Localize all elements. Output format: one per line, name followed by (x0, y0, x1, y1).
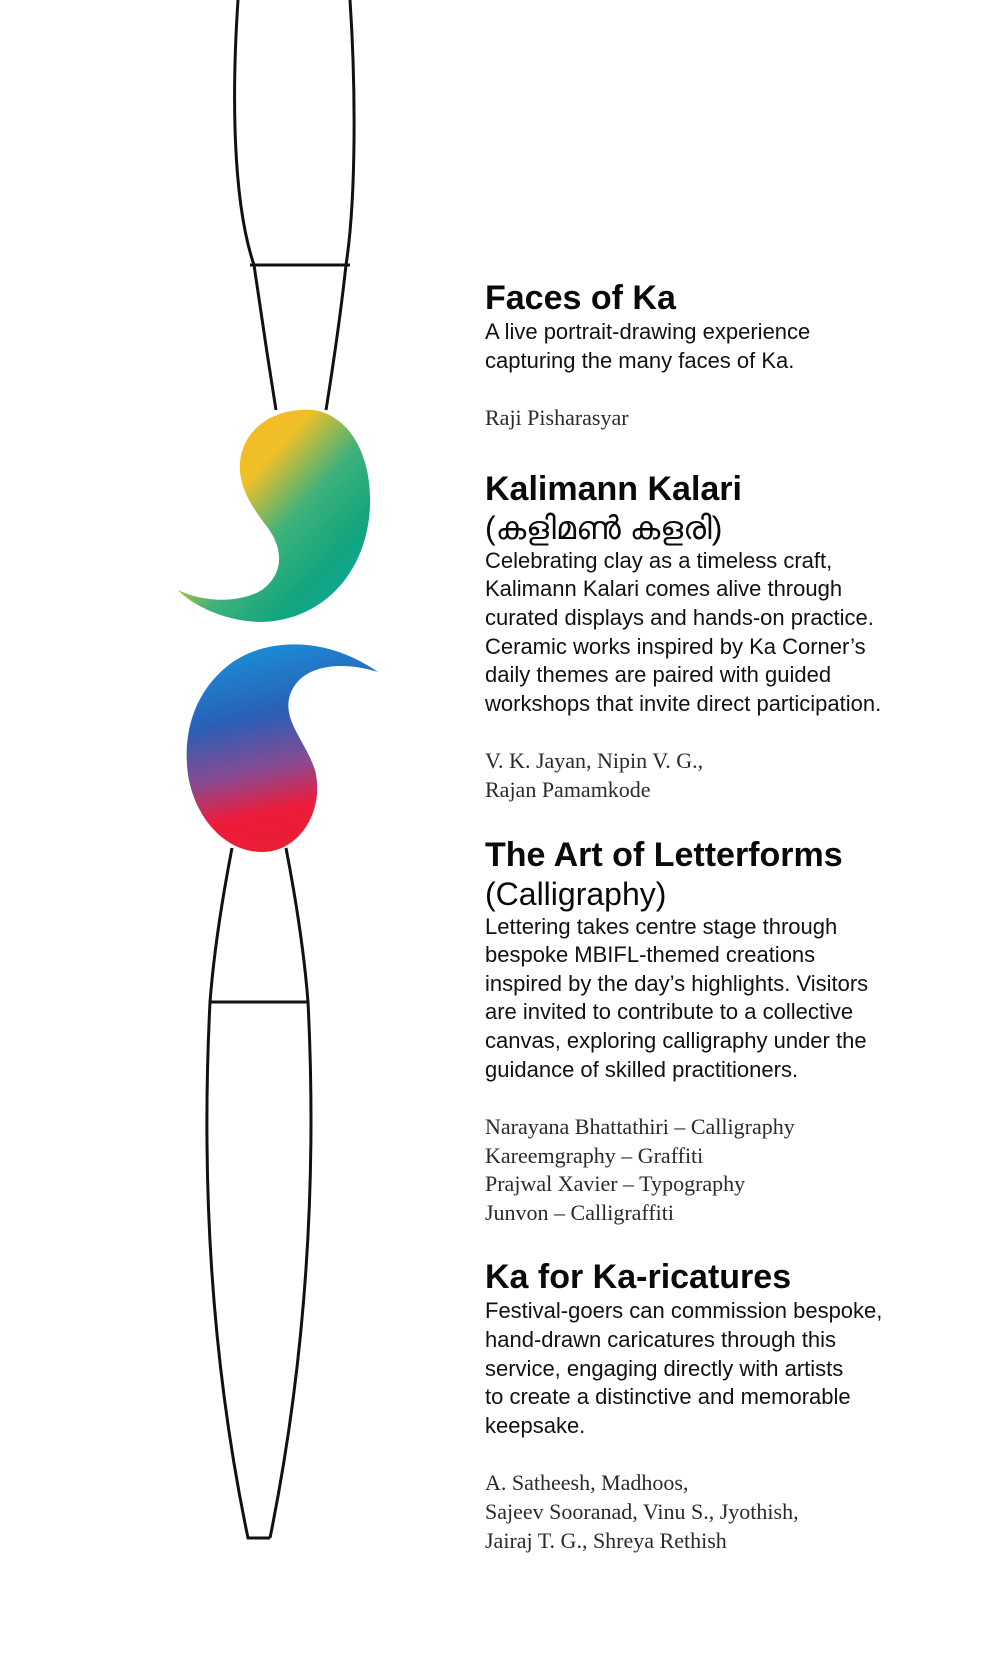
section-faces-of-ka (485, 278, 965, 433)
desc-line: service, engaging directly with artists (485, 1355, 844, 1381)
drop-blue-red-icon (187, 644, 378, 852)
section-credits (485, 404, 965, 433)
program-list (485, 278, 965, 1555)
section-title: Ka for Ka-ricatures (485, 1258, 792, 1297)
section-subtitle: (കളിമൺ കളരി) (485, 509, 723, 546)
desc-line: hand-drawn caricatures through this (485, 1327, 836, 1353)
desc-line: daily themes are paired with guided (485, 662, 832, 688)
desc-line: bespoke MBIFL-themed creations (485, 942, 816, 968)
section-ka-for-karicatures (485, 1257, 965, 1555)
desc-line: to create a distinctive and memorable (485, 1384, 851, 1410)
desc-line: A live portrait-drawing experience (485, 319, 811, 344)
brush-handle-top-icon (235, 0, 355, 410)
section-description (485, 318, 965, 375)
desc-line: Celebrating clay as a timeless craft, (485, 547, 833, 573)
desc-line: workshops that invite direct participation. (485, 690, 882, 716)
credit-line: Kareemgraphy – Graffiti (485, 1142, 704, 1168)
credit-line: Junvon – Calligraffiti (485, 1199, 675, 1225)
desc-line: Festival-goers can commission bespoke, (485, 1298, 883, 1324)
section-description (485, 1297, 965, 1440)
credit-line: Raji Pisharasyar (485, 405, 629, 431)
section-art-of-letterforms (485, 835, 965, 1228)
section-title: Kalimann Kalari (485, 469, 742, 508)
section-title: The Art of Letterforms (485, 835, 843, 874)
desc-line: Lettering takes centre stage through (485, 913, 838, 939)
section-kalimann-kalari (485, 469, 965, 805)
section-credits (485, 1113, 965, 1227)
section-description (485, 547, 965, 719)
desc-line: keepsake. (485, 1412, 586, 1438)
section-credits (485, 747, 965, 804)
section-credits (485, 1469, 965, 1555)
desc-line: capturing the many faces of Ka. (485, 347, 795, 373)
desc-line: Kalimann Kalari comes alive through (485, 576, 843, 602)
desc-line: guidance of skilled practitioners. (485, 1056, 799, 1082)
desc-line: inspired by the day’s highlights. Visitors (485, 970, 869, 996)
desc-line: curated displays and hands-on practice. (485, 604, 874, 630)
credit-line: Rajan Pamamkode (485, 776, 651, 802)
credit-line: Prajwal Xavier – Typography (485, 1171, 746, 1197)
brush-handle-bottom-icon (207, 848, 311, 1538)
credit-line: Sajeev Sooranad, Vinu S., Jyothish, (485, 1499, 799, 1525)
desc-line: Ceramic works inspired by Ka Corner’s (485, 633, 866, 659)
drop-yellow-green-icon (178, 410, 370, 622)
section-title: Faces of Ka (485, 279, 676, 317)
section-description (485, 913, 965, 1085)
desc-line: canvas, exploring calligraphy under the (485, 1027, 867, 1053)
brush-illustration (0, 0, 420, 1674)
section-subtitle: (Calligraphy) (485, 875, 667, 912)
desc-line: are invited to contribute to a collective (485, 999, 854, 1025)
credit-line: V. K. Jayan, Nipin V. G., (485, 748, 704, 774)
credit-line: Jairaj T. G., Shreya Rethish (485, 1527, 727, 1553)
credit-line: A. Satheesh, Madhoos, (485, 1470, 689, 1496)
credit-line: Narayana Bhattathiri – Calligraphy (485, 1114, 795, 1140)
